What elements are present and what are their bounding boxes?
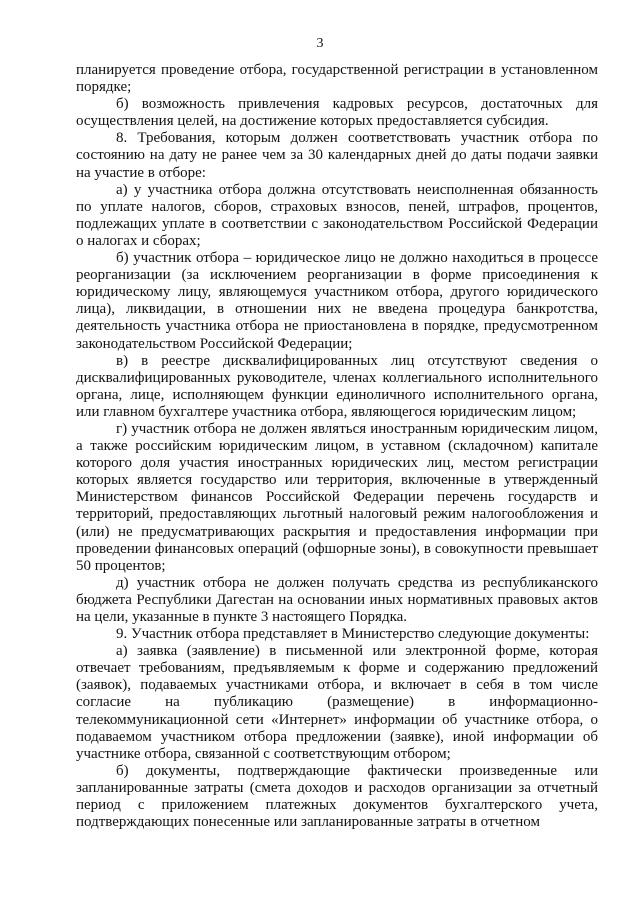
- paragraph: б) возможность привлечения кадровых ресурсов, достаточных для осуществления целей, на достижение которых предоставляется субсидия.: [76, 96, 598, 130]
- document-body: [76, 62, 598, 831]
- paragraph: б) участник отбора – юридическое лицо не должно находиться в процессе реорганизации (за исключением реорганизации в форме присоединения к юридическому лицу, являющемуся участником отбора, другого юридического лица), ликвидации, в отношении них не введена процедура банкротства, деятельность участника отбора не приостановлена в порядке, предусмотренном законодательством Российской Федерации;: [76, 250, 598, 352]
- paragraph: 8. Требования, которым должен соответствовать участник отбора по состоянию на дату не ранее чем за 30 календарных дней до даты подачи заявки на участие в отборе:: [76, 130, 598, 181]
- paragraph: а) у участника отбора должна отсутствовать неисполненная обязанность по уплате налогов, сборов, страховых взносов, пеней, штрафов, процентов, подлежащих уплате в соответствии с законодательством Российской Федерации о налогах и сборах;: [76, 181, 598, 249]
- paragraph: 9. Участник отбора представляет в Министерство следующие документы:: [116, 626, 590, 643]
- paragraph: а) заявка (заявление) в письменной или электронной форме, которая отвечает требованиям, предъявляемым к форме и содержанию предложений (заявок), подаваемых участниками отбора, и включает в себя в том числе согласие на публикацию (размещение) в информационно-телекоммуникационной сети «Интернет» информации об участнике отбора, о подаваемом участником отбора предложении (заявке), иной информации об участнике отбора, связанной с соответствующим отбором;: [76, 643, 598, 762]
- paragraph: б) документы, подтверждающие фактически произведенные или запланированные затраты (смета доходов и расходов организации за отчетный период с приложением платежных документов бухгалтерского учета, подтверждающих понесенные или запланированные затраты в отчетном: [76, 762, 598, 831]
- paragraph: планируется проведение отбора, государственной регистрации в установленном порядке;: [76, 62, 598, 96]
- page-number: 3: [316, 36, 324, 51]
- paragraph: г) участник отбора не должен являться иностранным юридическим лицом, а также российским юридическим лицом, в уставном (складочном) капитале которого доля участия иностранных юридических лиц, местом регистрации которых является государство или территория, включенные в утвержденный Министерством финансов Российской Федерации перечень государств и территорий, предоставляющих льготный налоговый режим налогообложения и (или) не предусматривающих раскрытия и предоставления информации при проведении финансовых операций (офшорные зоны), в совокупности превышает 50 процентов;: [76, 420, 598, 574]
- paragraph: в) в реестре дисквалифицированных лиц отсутствуют сведения о дисквалифицированных руководителе, членах коллегиального исполнительного органа, лице, исполняющем функции единоличного исполнительного органа, или главном бухгалтере участника отбора, являющегося юридическим лицом;: [76, 352, 598, 420]
- paragraph: д) участник отбора не должен получать средства из республиканского бюджета Республики Дагестан на основании иных нормативных правовых актов на цели, указанные в пункте 3 настоящего Порядка.: [76, 574, 598, 625]
